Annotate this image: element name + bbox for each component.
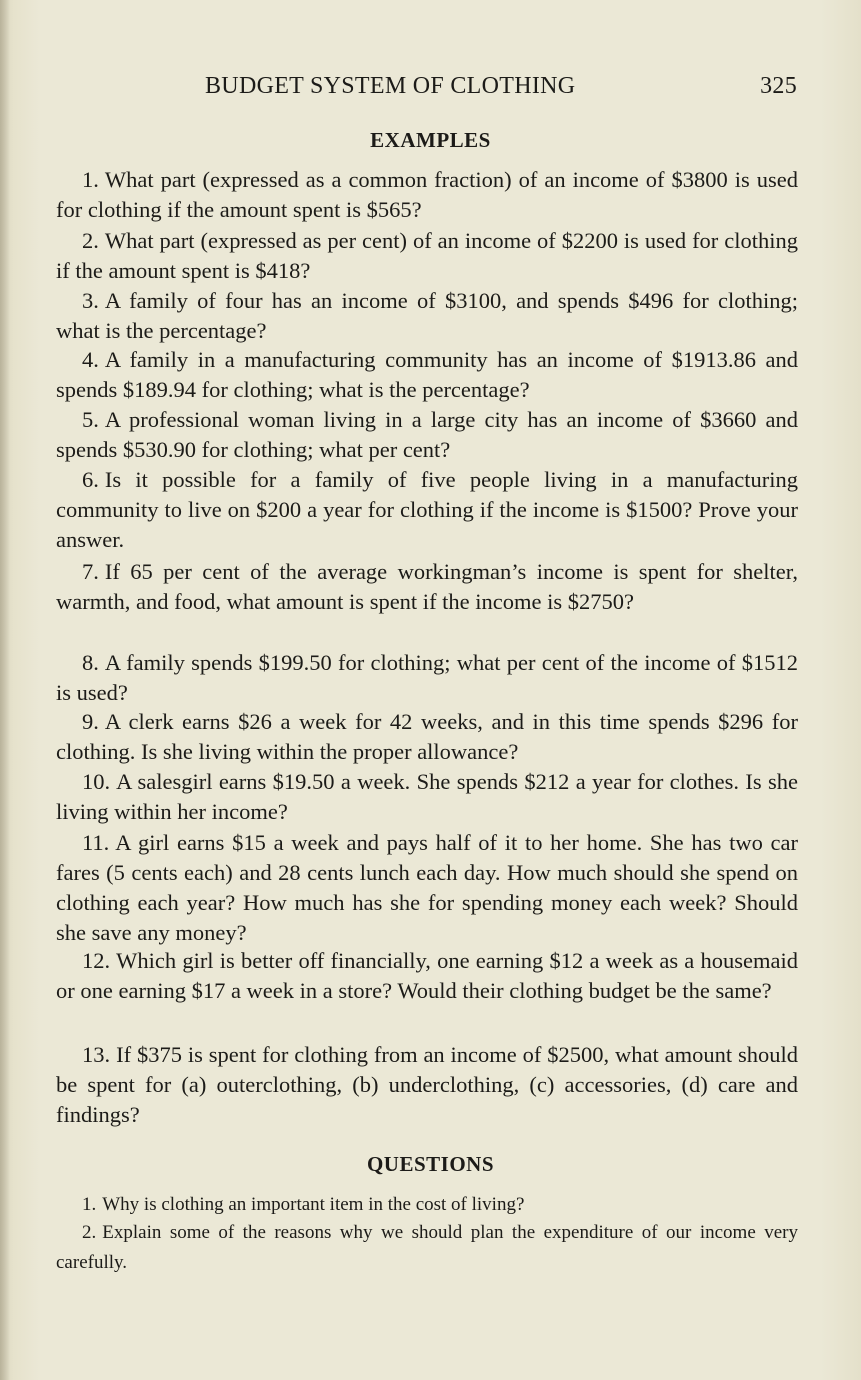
example-item <box>56 557 798 617</box>
example-number: 11. <box>82 830 110 855</box>
example-number: 6. <box>82 467 99 492</box>
example-number: 12. <box>82 948 111 973</box>
example-item <box>56 286 798 346</box>
example-item <box>56 226 798 286</box>
example-number: 10. <box>82 769 111 794</box>
example-number: 13. <box>82 1042 111 1067</box>
question-text: Why is clothing an important item in the cost of living? <box>102 1194 525 1215</box>
example-item <box>56 828 798 948</box>
example-text: A clerk earns $26 a week for 42 weeks, and in this time spends $296 for clothing. Is she living within the proper allowance? <box>56 709 798 764</box>
example-number: 8. <box>82 650 99 675</box>
example-text: Which girl is better off financially, one earning $12 a week as a housemaid or one earning $17 a week in a store? Would their clothing budget be the same? <box>56 948 798 1003</box>
page-number: 325 <box>760 73 797 99</box>
examples-heading: EXAMPLES <box>370 128 491 152</box>
running-head <box>205 73 797 103</box>
question-item <box>56 1218 798 1278</box>
example-text: If 65 per cent of the average workingman’s income is spent for shelter, warmth, and food, what amount is spent if the income is $2750? <box>56 559 798 614</box>
example-item <box>56 707 798 767</box>
example-item <box>56 1040 798 1130</box>
example-number: 2. <box>82 228 99 253</box>
example-item <box>56 345 798 405</box>
example-text: A family spends $199.50 for clothing; what per cent of the income of $1512 is used? <box>56 650 798 705</box>
example-item <box>56 767 798 827</box>
example-text: A girl earns $15 a week and pays half of it to her home. She has two car fares (5 cents each) and 28 cents lunch each day. How much should she spend on clothing each year? How much has she for spending money each week? Should she save any money? <box>56 830 798 945</box>
example-text: A professional woman living in a large city has an income of $3660 and spends $530.90 for clothing; what per cent? <box>56 407 798 462</box>
example-item <box>56 405 798 465</box>
example-text: What part (expressed as per cent) of an income of $2200 is used for clothing if the amount spent is $418? <box>56 228 798 283</box>
example-text: What part (expressed as a common fraction) of an income of $3800 is used for clothing if the amount spent is $565? <box>56 167 798 222</box>
questions-heading: QUESTIONS <box>366 1152 495 1176</box>
example-text: If $375 is spent for clothing from an income of $2500, what amount should be spent for (a) outerclothing, (b) underclothing, (c) accessories, (d) care and findings? <box>56 1042 798 1127</box>
example-item <box>56 465 798 555</box>
example-text: A salesgirl earns $19.50 a week. She spends $212 a year for clothes. Is she living within her income? <box>56 769 798 824</box>
question-number: 1. <box>82 1194 97 1215</box>
question-item <box>56 1190 798 1220</box>
running-head-title: BUDGET SYSTEM OF CLOTHING <box>205 73 576 99</box>
question-number: 2. <box>82 1222 97 1243</box>
example-number: 3. <box>82 288 99 313</box>
example-number: 1. <box>82 167 99 192</box>
example-text: Is it possible for a family of five people living in a manufacturing community to live on $200 a year for clothing if the income is $1500? Prove your answer. <box>56 467 798 552</box>
example-item <box>56 165 798 225</box>
example-item <box>56 946 798 1006</box>
example-number: 7. <box>82 559 99 584</box>
question-text: Explain some of the reasons why we should plan the expenditure of our income very carefully. <box>56 1222 798 1273</box>
example-number: 4. <box>82 347 99 372</box>
example-item <box>56 648 798 708</box>
example-number: 9. <box>82 709 99 734</box>
example-number: 5. <box>82 407 99 432</box>
example-text: A family in a manufacturing community has an income of $1913.86 and spends $189.94 for clothing; what is the percentage? <box>56 347 798 402</box>
example-text: A family of four has an income of $3100, and spends $496 for clothing; what is the percentage? <box>56 288 798 343</box>
